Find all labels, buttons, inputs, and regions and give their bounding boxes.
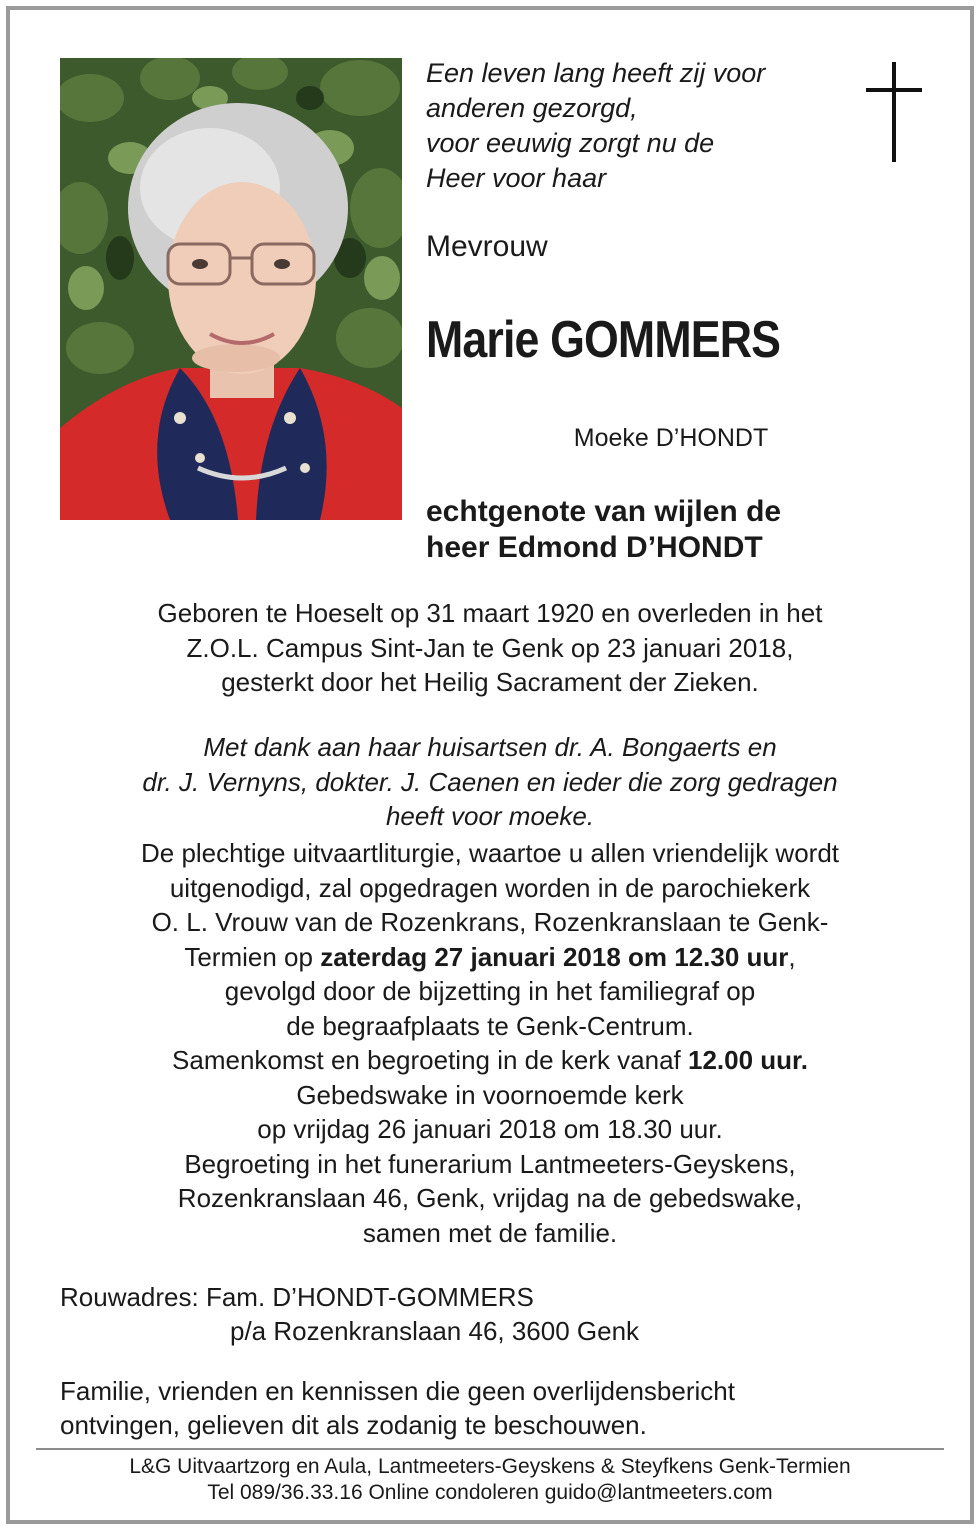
- ceremony-line: gevolgd door de bijzetting in het familiegraf op: [224, 976, 756, 1006]
- ceremony-line: de begraafplaats te Genk-Centrum.: [286, 1010, 694, 1041]
- birth-death-info: [40, 596, 940, 700]
- ceremony-line: O. L. Vrouw van de Rozenkrans, Rozenkranslaan te Genk-: [151, 907, 829, 937]
- salutation: Mevrouw: [426, 230, 548, 263]
- thanks-line: dr. J. Vernyns, dokter. J. Caenen en ieder die zorg gedragen: [142, 766, 838, 797]
- footer-line: L&G Uitvaartzorg en Aula, Lantmeeters-Geyskens & Steyfkens Genk-Termien: [129, 1455, 851, 1478]
- portrait-photo: [60, 58, 402, 520]
- ceremony-line: [40, 1043, 940, 1078]
- deceased-name: Marie GOMMERS: [426, 311, 781, 369]
- birth-line: Geboren te Hoeselt op 31 maart 1920 en overleden in het: [157, 598, 823, 628]
- gathering-time: 12.00 uur.: [688, 1045, 808, 1075]
- footer-line: Tel 089/36.33.16 Online condoleren guido@lantmeeters.com: [207, 1481, 773, 1504]
- ceremony-line: op vrijdag 26 januari 2018 om 18.30 uur.: [257, 1114, 723, 1144]
- spouse-info: [426, 494, 781, 566]
- birth-line: gesterkt door het Heilig Sacrament der Zieken.: [221, 667, 759, 697]
- thanks-line: Met dank aan haar huisartsen dr. A. Bongaerts en: [203, 732, 777, 762]
- mourning-address: [60, 1280, 639, 1348]
- poem-line: anderen gezorgd,: [426, 93, 638, 123]
- thanks-message: [40, 730, 940, 834]
- ceremony-line: [40, 940, 940, 975]
- poem-line: Heer voor haar: [426, 163, 607, 193]
- notice-line: Familie, vrienden en kennissen die geen overlijdensbericht: [60, 1376, 735, 1406]
- poem-line: Een leven lang heeft zij voor: [426, 58, 766, 88]
- footer-divider: [36, 1448, 944, 1450]
- address-line: Rouwadres: Fam. D’HONDT-GOMMERS: [60, 1282, 534, 1312]
- ceremony-line: Begroeting in het funerarium Lantmeeters-Geyskens,: [184, 1148, 796, 1179]
- funeral-datetime: zaterdag 27 januari 2018 om 12.30 uur: [320, 941, 789, 972]
- ceremony-info: [40, 836, 940, 1250]
- footer: [40, 1454, 940, 1506]
- poem-line: voor eeuwig zorgt nu de: [426, 128, 715, 158]
- birth-line: Z.O.L. Campus Sint-Jan te Genk op 23 januari 2018,: [186, 632, 794, 663]
- ceremony-text: Termien op: [184, 941, 321, 972]
- ceremony-line: De plechtige uitvaartliturgie, waartoe u allen vriendelijk wordt: [140, 838, 840, 868]
- ceremony-text: ,: [788, 941, 796, 972]
- latin-cross-icon: [864, 62, 924, 162]
- notice: [60, 1374, 735, 1442]
- nickname: Moeke D’HONDT: [573, 424, 769, 452]
- ceremony-line: Gebedswake in voornoemde kerk: [296, 1079, 684, 1110]
- address-line: p/a Rozenkranslaan 46, 3600 Genk: [230, 1316, 640, 1346]
- ceremony-line: uitgenodigd, zal opgedragen worden in de parochiekerk: [169, 872, 811, 903]
- ceremony-line: Rozenkranslaan 46, Genk, vrijdag na de gebedswake,: [177, 1183, 803, 1213]
- spouse-line: echtgenote van wijlen de: [426, 495, 782, 528]
- spouse-line: heer Edmond D’HONDT: [426, 531, 763, 564]
- ceremony-text: Samenkomst en begroeting in de kerk vanaf: [172, 1045, 688, 1075]
- poem: [426, 56, 846, 196]
- ceremony-line: samen met de familie.: [362, 1217, 618, 1248]
- notice-line: ontvingen, gelieven dit als zodanig te beschouwen.: [60, 1410, 647, 1440]
- thanks-line: heeft voor moeke.: [385, 801, 595, 831]
